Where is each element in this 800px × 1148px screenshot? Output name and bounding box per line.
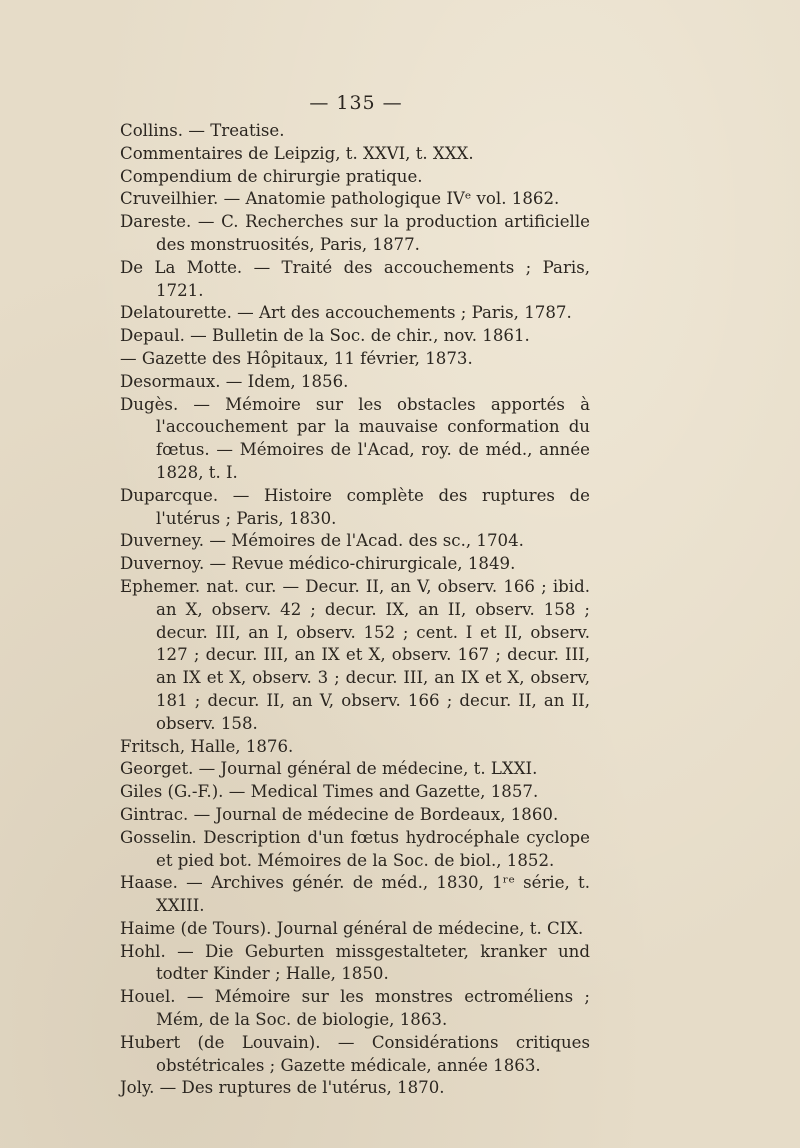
bibliography-entry: Desormaux. — Idem, 1856. [120,371,349,391]
bibliography-entry: Gosselin. Description d'un fœtus hydrocéphale cyclope et pied bot. Mémoires de la Soc. de biol., 1852. [120,827,590,870]
bibliography-entry: De La Motte. — Traité des accouchements ; Paris, 1721. [120,257,590,300]
bibliography-entry: Hohl. — Die Geburten missgestalteter, kranker und todter Kinder ; Halle, 1850. [120,941,590,984]
bibliography-entry: Commentaires de Leipzig, t. XXVI, t. XXX. [120,143,474,163]
bibliography-entry: — Gazette des Hôpitaux, 11 février, 1873. [120,348,473,368]
bibliography-entry: Gintrac. — Journal de médecine de Bordeaux, 1860. [120,804,559,824]
bibliography-entry: Houel. — Mémoire sur les monstres ectroméliens ; Mém, de la Soc. de biologie, 1863. [120,987,590,1030]
bibliography-entry: Georget. — Journal général de médecine, t. LXXI. [120,759,538,779]
bibliography-entry: Cruveilhier. — Anatomie pathologique IVᵉ vol. 1862. [120,189,560,209]
bibliography-entry: Duverney. — Mémoires de l'Acad. des sc., 1704. [120,531,524,551]
bibliography-entry: Compendium de chirurgie pratique. [120,166,423,186]
bibliography-entry: Dugès. — Mémoire sur les obstacles apportés à l'accouchement par la mauvaise conformation du fœtus. — Mémoires de l'Acad, roy. de méd., année 1828, t. I. [120,394,590,482]
bibliography-entry: Collins. — Treatise. [120,121,285,140]
bibliography-entry: Duvernoy. — Revue médico-chirurgicale, 1849. [120,554,516,574]
bibliography-list [120,120,590,1100]
bibliography-entry: Haase. — Archives génér. de méd., 1830, 1ʳᵉ série, t. XXIII. [120,873,590,916]
bibliography-entry: Ephemer. nat. cur. — Decur. II, an V, observ. 166 ; ibid. an X, observ. 42 ; decur. IX, an II, observ. 158 ; decur. III, an I, observ. 152 ; cent. I et II, observ. 127 ; decur. III, an IX et X, observ. 167 ; decur. III, an IX et X, observ. 3 ; decur. III, an IX et X, observ, 181 ; decur. II, an V, observ. 166 ; decur. II, an II, observ. 158. [120,576,590,733]
page-number: — 135 — [309,92,403,114]
bibliography-entry: Dareste. — C. Recherches sur la production artificielle des monstruosités, Paris, 1877. [120,212,590,254]
bibliography-entry: Giles (G.-F.). — Medical Times and Gazette, 1857. [120,782,539,802]
bibliography-entry: Joly. — Des ruptures de l'utérus, 1870. [120,1078,445,1098]
bibliography-entry: Depaul. — Bulletin de la Soc. de chir., nov. 1861. [120,326,530,346]
bibliography-entry: Duparcque. — Histoire complète des ruptures de l'utérus ; Paris, 1830. [120,485,590,528]
bibliography-entry: Fritsch, Halle, 1876. [120,736,294,756]
bibliography-entry: Haime (de Tours). Journal général de médecine, t. CIX. [120,918,584,938]
bibliography-entry: Hubert (de Louvain). — Considérations critiques obstétricales ; Gazette médicale, année 1863. [120,1032,590,1075]
bibliography-entry: Delatourette. — Art des accouchements ; Paris, 1787. [120,303,572,323]
